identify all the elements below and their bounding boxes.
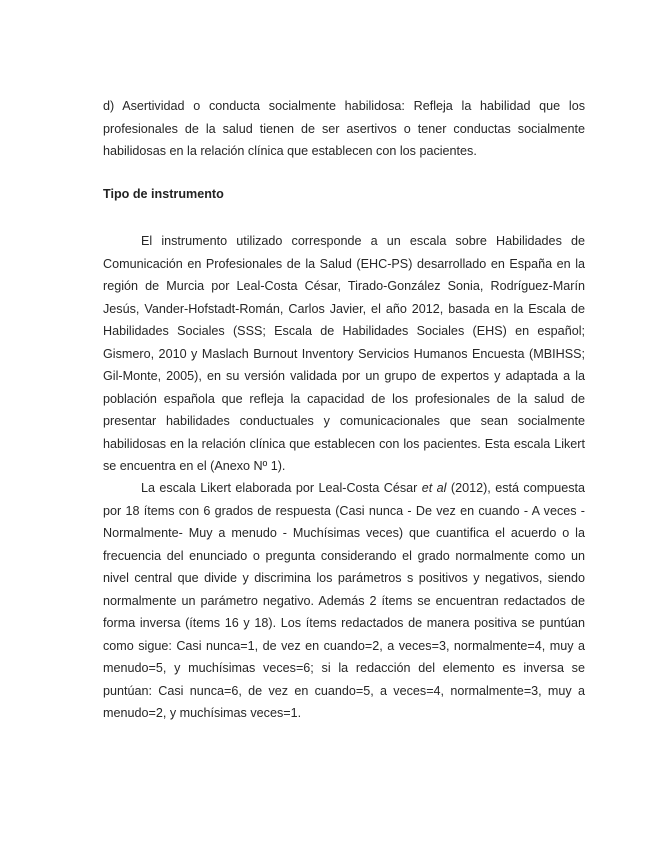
- paragraph-2-rest: (2012), está compuesta por 18 ítems con 6 grados de respuesta (Casi nunca - De vez en cuando - A veces - Normalmente- Muy a menudo - Muchísimas veces) que cuantifica el acuerdo o la frecuencia del enunciado o pregunta considerando el grado normalmente como un nivel central que divide y discrimina los parámetros s positivos y negativos, siendo normalmente un parámetro negativo. Además 2 ítems se encuentran redactados de forma inversa (ítems 16 y 18). Los ítems redactados de manera positiva se puntúan como sigue: Casi nunca=1, de vez en cuando=2, a veces=3, normalmente=4, muy a menudo=5, y muchísimas veces=6; si la redacción del elemento es inversa se puntúan: Casi nunca=6, de vez en cuando=5, a veces=4, normalmente=3, muy a menudo=2, y muchísimas veces=1.: [103, 481, 586, 721]
- paragraph-2-start: La escala Likert elaborada por Leal-Costa César: [141, 481, 422, 495]
- section-heading: Tipo de instrumento: [103, 187, 224, 201]
- body-paragraph-2: [103, 477, 585, 725]
- intro-paragraph: d) Asertividad o conducta socialmente habilidosa: Refleja la habilidad que los profesionales de la salud tienen de ser asertivos o tener conductas socialmente habilidosas en la relación clínica que establecen con los pacientes.: [103, 99, 585, 159]
- body-paragraph-1: El instrumento utilizado corresponde a un escala sobre Habilidades de Comunicación en Profesionales de la Salud (EHC-PS) desarrollado en España en la región de Murcia por Leal-Costa César, Tirado-González Sonia, Rodríguez-Marín Jesús, Vander-Hofstadt-Román, Carlos Javier, el año 2012, basada en la Escala de Habilidades Sociales (SSS; Escala de Habilidades Sociales (EHS) en español; Gismero, 2010 y Maslach Burnout Inventory Servicios Humanos Encuesta (MBIHSS; Gil-Monte, 2005), en su versión validada por un grupo de expertos y adaptada a la población española que refleja la capacidad de los profesionales de la salud de presentar habilidades conductuales y comunicacionales que sean socialmente habilidosas en la relación clínica que establecen con los pacientes. Esta escala Likert se encuentra en el (Anexo Nº 1).: [103, 234, 585, 474]
- et-al-italic: et al: [421, 481, 447, 495]
